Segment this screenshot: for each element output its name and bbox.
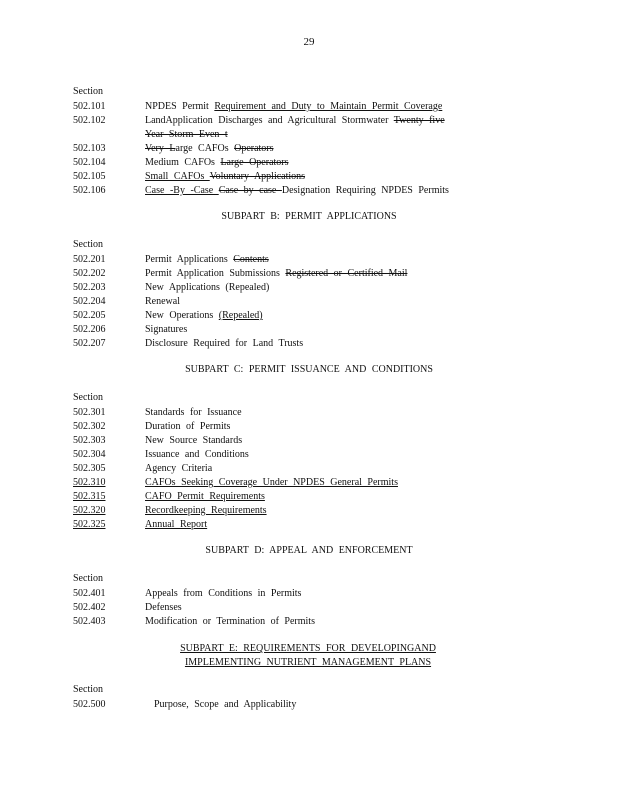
- section-number: 502.206: [73, 324, 106, 335]
- section-number: 502.401: [73, 588, 106, 599]
- subpart-b-heading: SUBPART B: PERMIT APPLICATIONS: [221, 211, 397, 222]
- section-number: 502.103: [73, 143, 106, 154]
- inserted-section-title: CAFO Permit Requirements: [145, 491, 265, 502]
- section-title: Very Large CAFOs Operators: [145, 143, 274, 154]
- section-number: 502.101: [73, 101, 106, 112]
- section-number: 502.202: [73, 268, 106, 279]
- section-number: 502.325: [73, 519, 106, 530]
- section-heading-label: Section: [73, 392, 103, 403]
- section-title: Permit Applications Contents: [145, 254, 269, 265]
- section-heading-label: Section: [73, 86, 103, 97]
- deleted-text: Case by case: [218, 185, 282, 196]
- section-title: Standards for Issuance: [145, 407, 242, 418]
- section-number: 502.207: [73, 338, 106, 349]
- deleted-text: Year Storm Even t: [145, 129, 228, 140]
- section-number: 502.301: [73, 407, 106, 418]
- inserted-section-title: Annual Report: [145, 519, 208, 530]
- subpart-e-heading: [158, 642, 458, 670]
- section-title: Modification or Termination of Permits: [145, 616, 315, 627]
- section-number: 502.205: [73, 310, 106, 321]
- subpart-d-heading: SUBPART D: APPEAL AND ENFORCEMENT: [205, 545, 413, 556]
- section-number: 502.402: [73, 602, 106, 613]
- deleted-text: Voluntary Applications: [209, 171, 306, 182]
- inserted-section-title: CAFOs Seeking Coverage Under NPDES General Permits: [145, 477, 398, 488]
- section-title: LandApplication Discharges and Agricultural Stormwater Twenty five: [145, 115, 445, 126]
- section-title: New Applications (Repealed): [145, 282, 270, 293]
- section-number: 502.320: [73, 505, 106, 516]
- inserted-text: Small CAFOs: [145, 171, 210, 182]
- section-title: Medium CAFOs Large Operators: [145, 157, 289, 168]
- deleted-text: Registered or Certified Mail: [285, 268, 408, 279]
- section-number: 502.500: [73, 699, 106, 710]
- section-number: 502.303: [73, 435, 106, 446]
- section-number: 502.310: [73, 477, 106, 488]
- section-heading-label: Section: [73, 239, 103, 250]
- section-title: [145, 170, 305, 184]
- section-number: 502.302: [73, 421, 106, 432]
- section-title: Renewal: [145, 296, 180, 307]
- section-number: 502.315: [73, 491, 106, 502]
- section-number: 502.203: [73, 282, 106, 293]
- inserted-text: Case -By -Case: [145, 185, 219, 196]
- subpart-c-heading: SUBPART C: PERMIT ISSUANCE AND CONDITIONS: [185, 364, 433, 375]
- section-title: Duration of Permits: [145, 421, 231, 432]
- section-number: 502.304: [73, 449, 106, 460]
- section-title: Agency Criteria: [145, 463, 213, 474]
- section-title: Purpose, Scope and Applicability: [154, 699, 297, 710]
- page-number: 29: [303, 36, 315, 48]
- section-title: Permit Application Submissions Registered or Certified Mail: [145, 268, 408, 279]
- subpart-e-heading-line-1: SUBPART E: REQUIREMENTS FOR DEVELOPINGAND: [180, 643, 436, 654]
- section-number: 502.305: [73, 463, 106, 474]
- subpart-e-heading-line-2: IMPLEMENTING NUTRIENT MANAGEMENT PLANS: [184, 657, 432, 668]
- deleted-text: Large Operators: [220, 157, 289, 168]
- section-number: 502.106: [73, 185, 106, 196]
- inserted-text: (Repealed): [218, 310, 263, 321]
- deleted-text: Very L: [145, 143, 176, 154]
- inserted-text: Requirement and Duty to Maintain Permit Coverage: [214, 101, 443, 112]
- section-title: Case -By -Case Case by case Designation Requiring NPDES Permits: [145, 185, 449, 196]
- section-number: 502.105: [73, 171, 106, 182]
- deleted-text: Contents: [233, 254, 269, 265]
- section-title: NPDES Permit Requirement and Duty to Maintain Permit Coverage: [145, 100, 456, 114]
- section-number: 502.201: [73, 254, 106, 265]
- section-title: New Operations (Repealed): [145, 309, 277, 323]
- deleted-text: Operators: [234, 143, 274, 154]
- section-number: 502.102: [73, 115, 106, 126]
- section-title: New Source Standards: [145, 435, 243, 446]
- section-title: Defenses: [145, 602, 182, 613]
- inserted-section-title: Recordkeeping Requirements: [145, 505, 267, 516]
- section-title: Disclosure Required for Land Trusts: [145, 338, 304, 349]
- section-number: 502.403: [73, 616, 106, 627]
- section-title: Issuance and Conditions: [145, 449, 249, 460]
- section-heading-label: Section: [73, 573, 103, 584]
- section-number: 502.204: [73, 296, 106, 307]
- section-heading-label: Section: [73, 684, 103, 695]
- section-title: Signatures: [145, 324, 188, 335]
- deleted-text: Twenty five: [393, 115, 445, 126]
- section-number: 502.104: [73, 157, 106, 168]
- section-title: Appeals from Conditions in Permits: [145, 588, 302, 599]
